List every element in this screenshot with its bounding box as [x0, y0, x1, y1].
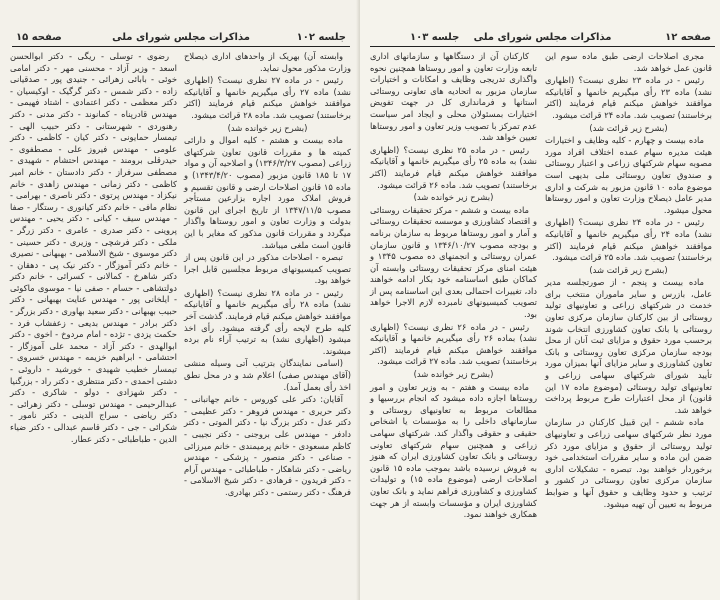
page-number: صفحه ۱۲ [665, 32, 711, 43]
page-number: صفحه ۱۵ [16, 32, 62, 43]
right-page [360, 0, 720, 600]
paragraph: رئیس - در ماده ۲۴ نظری نیست؟ (اظهاری نشد) ماده ۲۴ رأی میگیریم خانمها و آقایانیکه موافقند خواهش میکنم قیام فرمایند (اکثر برخاستند) تصویب شد. ماده ۲۵ قرائت میشود. [545, 217, 712, 263]
text-column-right [184, 50, 351, 499]
stage-direction: (بشرح زیر خوانده شد) [227, 122, 308, 133]
stage-direction: (بشرح زیر قرائت شد) [589, 122, 668, 133]
paragraph: رئیس - در ماده ۲۵ نظری نیست؟ (اظهاری نشد) به ماده ۲۵ رأی میگیریم خانمها و آقایانیکه موافقند خواهش میکنم قیام فرمایند (اکثر برخاستند) تصویب شد. ماده ۲۶ قرائت میشود. [370, 144, 537, 190]
paragraph: (اسامی نمایندگان بترتیب آتی وسیله منشی (آقای مهندس صفی) اعلام شد و در محل نطق اخذ رأی بعمل آمد). [184, 358, 351, 392]
paragraph: مجری اصلاحات ارضی طبق ماده سوم این قانون عمل خواهد شد. [545, 51, 712, 73]
session-number: جلسه ۱۰۳ [410, 32, 460, 43]
text-column-right [545, 50, 712, 510]
paragraph: ماده بیست و هشتم - کلیه اموال و دارائی کمیته ها و مقررات قانون تعاون شرکتهای زراعی (مصوب ۱۳۴۶/۳/۲۷) و اصلاحیه آن و مواد ۱۷ تا ۱۸۵ قانون مزبور (مصوب ۱۳۴۳/۴/۲۰) و ماده ۱۵ قانون اصلاحات ارضی و قانون تقسیم و فروش املاک مورد اجاره بزارعین مستأجر مصوب ۱۳۴۷/۱۱/۵ از تاریخ اجرای این قانون بدولت و وزارت تعاون و امور روستاها واگذار میگردد و مقررات قانون مذکور که مغایر با این قانون است ملغی میباشد. [184, 135, 351, 250]
paragraph: آقایان: دکتر علی کوروس - خانم جهانبانی - دکتر حریری - مهندس فروهر - دکتر عظیمی - دکتر عدل - دکتر بزرگ نیا - دکتر الموتی - دکتر دادفر - مهندس علی بروجنی - دکتر نجیبی - کاظم مسعودی - خانم پرمیمندی - خانم میرزائی - صناعی - دکتر منصور - پزشکی - مهندس ریاضی - دکتر شاهکار - طباطبائی - مهندس آرام - دکتر فریدون - فرهادی - دکتر شیخ الاسلامی - فرهنگ - دکتر رستمی - دکتر بهادری. [184, 394, 351, 497]
running-title: مذاکرات مجلس شورای ملی [473, 32, 612, 43]
paragraph: کارکنان آن از دستگاهها و سازمانهای اداری تابعه وزارت تعاون و امور روستاها همچنین نحوه واگذاری تدریجی وظایف و امکانات و اختیارات سازمان مزبور به اتحادیه های تعاونی روستائی استانها و فرمانداری کل در جهت تفویض اختیارات بمسئولان محلی و ایجاد امر سیاست عدم تمرکز با تصویب وزیر تعاون و امور روستاها تعیین خواهد شد. [370, 51, 537, 143]
paragraph: ماده بیست و چهارم - کلیه وظایف و اختیارات هیئت مدیره سهام عمده اختلاف افراد مورد مصوبه سهام شرکتهای زراعی و اعتبار روستائی و صندوق تعاون روستائی ملی بدیهی است موضوع ماده ۱۰ قانون مزبور به شرکت و اداری مدیر عامل ذیصلاح وزارت تعاون و امور روستاها محول میشود. [545, 135, 713, 215]
paragraph: ماده بیست و هفتم - به وزیر تعاون و امور روستاها اجازه داده میشود که انجام بررسیها و مطالعات مربوط به تعاونیهای روستائی و سازمانهای داخلی را به مؤسسات یا اشخاص حقیقی و حقوقی واگذار کند. شرکتهای سهامی زراعی و همچنین سهام شرکتهای تعاونی روستائی و بانک تعاون کشاورزی ایران که هنوز به فروش نرسیده باشد بموجب ماده ۱۵ قانون اصلاحات ارضی (موضوع ماده ۱۵) و تولیدات کشاورزی و کشاورزی فراهم نماید و بانک تعاون کشاورزی ایران و مؤسسات وابسته از هر جهت همکاری خواهند نمود. [370, 381, 537, 520]
paragraph: وابسته آن) بهریک از واحدهای اداری ذیصلاح وزارت مذکور محول نماید. [184, 51, 351, 73]
paragraph: رئیس - در ماده ۲۳ نظری نیست؟ (اظهاری نشد) ماده ۲۳ رأی میگیریم خانمها و آقایانیکه موافقند خواهش میکنم قیام فرمایند (اکثر برخاستند) تصویب شد. ماده ۲۴ قرائت میشود. [545, 75, 712, 120]
running-title: مذاکرات مجلس شورای ملی [112, 32, 250, 43]
stage-direction: (بشرح زیر خوانده شد) [413, 192, 494, 203]
stage-direction: (بشرح زیر قرائت شد) [589, 264, 668, 275]
paragraph: ماده ششم - این قبیل کارکنان در سازمان مورد نظر شرکتهای سهامی زراعی و تعاونیهای تولید روستائی از حقوق و مزایای مورد ذکر ضمن این ماده و سایر مقررات استخدامی خود برخوردار خواهند بود. تبصره - تشکیلات اداری سازمان مرکزی تعاون روستائی در کشور و ترتیب و حدود وظایف و حقوق آنها و ضوابط مربوط به تعیین آن تهیه میشود. [545, 417, 712, 509]
stage-direction: (بشرح زیر خوانده شد) [413, 369, 494, 380]
paragraph: رئیس - در ماده ۲۶ نظری نیست؟ (اظهاری نشد) بماده ۲۶ رأی میگیریم خانمها و آقایانیکه موافقند خواهش میکنم قیام فرمایند (اکثر برخاستند) تصویب شد. ماده ۲۷ قرائت میشود. [370, 321, 537, 367]
paragraph: ماده بیست و ششم - مرکز تحقیقات روستائی و اقتصاد کشاورزی و موسسه تحقیقات روستائی و آمار و امور روستاها مربوط به سازمان برنامه و بودجه مصوب ۱۳۴۶/۱۰/۲۷ و قانون سازمان عمران روستائی و انجمنهای ده مصوب ۱۳۴۵ و هیئت امنای مرکز تحقیقات روستائی وابسته آن کماکان طبق اساسنامه خود بکار ادامه خواهند داد، تغییرات احتمالی بعدی این اساسنامه پس از تصویب کمیسیونهای نامبرده لازم الاجرا خواهد بود. [370, 204, 538, 320]
page-header [370, 32, 715, 47]
paragraph: رئیس - در ماده ۲۸ نظری نیست؟ (اظهاری نشد) ماده ۲۸ رأی میگیریم خانمها و آقایانیکه موافقند خواهش میکنم قیام فرمایند. گذشت آخر کلیه طرح لایحه رأی گرفته میشود. رأی اخذ میشود (اظهاری نشد) به ترتیب آراء نام برده میشوند. [184, 287, 351, 356]
page-header [12, 32, 350, 47]
paragraph: رضوی - توسلی - ریگی - دکتر ابوالحسن اسعد - وزیر آزاد - محسنی مهر - دکتر امامی خوئی - بابائی زهرائی - جنیدی پور - صدقیانی زاده - دکتر شمس - دکتر گرگیک - اوکیسیان - دکتر معظمی - دکتر اعتمادی - اشتاد فهیمی - مهندس قادرپناه - کمانوند - دکتر مدنی - دکتر رهنوردی - شهرستانی - دکتر حبیب الهی - تیمسار حمایونی - دکتر کیان - کاظمی - دکتر علومی - مهندس فیروز علی - مصطفوی - حیدرقلی برومند - مهندس احتشام - شهیدی - مصطفی سرفراز - دکتر دادستان - خانم امیر کاظمی - دکتر زمانی - مهندس زاهدی - خانم نیکزاد - مهندس پرتوی - دکتر ناصری - بهرامی - نظام مافی - خانم دکتر کیانوری - رستگار - صفا - مهندس سیف - کیانی - دکتر یحیی - مهندس پروینی - دکتر صدری - عامری - دکتر زرگر - ملکی - دکتر فرشچی - وزیری - دکتر حسینی - دکتر موسوی - شیخ الاسلامی - بهبهانی - نصیری - خانم دکتر آموزگار - دکتر نیک پی - دهقان - دکتر شاهرخ - کمالانی - کسرائی - خانم دکتر دولتشاهی - حسام - صفی نیا - موسوی ماکوئی - ایلخانی پور - مهندس عنایت بهبهانی - دکتر حبیب بهبهانی - دکتر سعید بهاوری - دکتر بزرگر - دکتر برادر - مهندس بدیعی - زعفشاب فرد - حکمت یزدی - تژده - امام مردوخ - اخوی - دکتر ابوالهدی - دکتر آزاد - محمد علی آموزگار - احتشامی - ابراهیم خزیمه - مهندس خسروی - تیمسار خطیب شهیدی - خورشید - داروئی - دشتی احمدی - دکتر منتظری - دکتر راد - بزرگنیا - دکتر شهزادی - دولو - شاکری - دکتر عبدالرحیمی - مهندس توسلی - دکتر زهرائی - دکتر ریاضی - سراج الدینی - دکتر نامور - شکرائی - جی - دکتر قاسم عبدالی - دکتر ضیاء الدین - طباطبائی - دکتر عطار. [10, 51, 177, 444]
text-column-left [10, 50, 177, 445]
paragraph: ماده بیست و پنجم - از صورتجلسه مدیر عامل، بازرس و سایر ماموران منتخب برای خدمت در شرکتهای زراعی و تعاونیهای تولید روستائی از بین کارکنان سازمان مرکزی تعاون روستائی یا بانک تعاون کشاورزی انتخاب شوند برحسب مورد حقوق و مزایای ثبت آنان از محل بودجه سازمان مرکزی تعاون روستائی و بانک تعاون کشاورزی و سایر مزایای آنها بمیزان مورد تأیید شورای شرکتهای سهامی زراعی و تعاونیهای تولید روستائی (موضوع ماده ۱۷ این قانون) از محل اعتبارات طرح مربوط پرداخت خواهد شد. [545, 277, 712, 415]
text-column-left [370, 50, 537, 521]
paragraph: رئیس - در ماده ۲۷ نظری نیست؟ (اظهاری نشد) ماده ۲۷ رأی میگیریم خانمها و آقایانیکه موافقند خواهش میکنم قیام فرمایند (اکثر برخاستند) تصویب شد. ماده ۲۸ قرائت میشود. [184, 75, 351, 120]
session-number: جلسه ۱۰۲ [296, 32, 346, 43]
paragraph: تبصره - اصلاحات مذکور در این قانون پس از تصویب کمیسیونهای مربوط مجلسین قابل اجرا خواهد بود. [184, 252, 351, 286]
